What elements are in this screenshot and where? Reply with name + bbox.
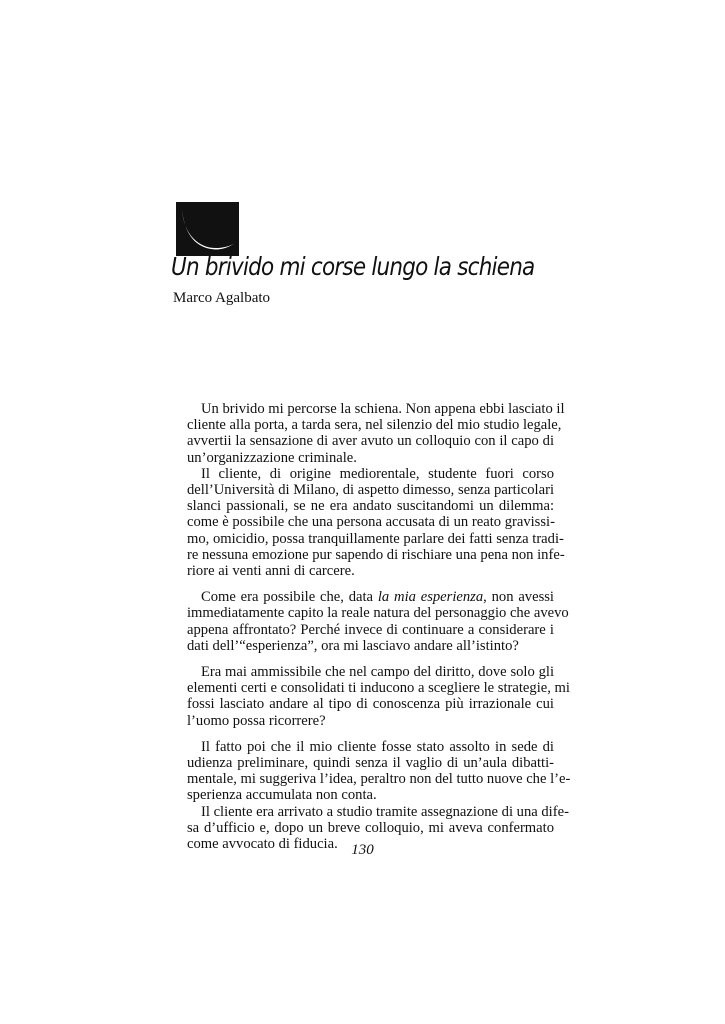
- article-title: Un brivido mi corse lungo la schiena: [171, 252, 535, 281]
- text-line: Il fatto poi che il mio cliente fosse stato assolto in sede di: [201, 738, 554, 755]
- text-line: avvertii la sensazione di aver avuto un colloquio con il capo di: [187, 433, 554, 450]
- paragraph-5: [173, 738, 571, 804]
- text-line: re nessuna emozione pur sapendo di rischiare una pena non infe-: [187, 546, 565, 563]
- text-line: sperienza accumulata non conta.: [187, 787, 377, 804]
- text-line: dati dell’“esperienza”, ora mi lasciavo andare all’istinto?: [187, 637, 519, 654]
- paragraph-4: [173, 664, 570, 729]
- text-line: [173, 589, 554, 605]
- crescent-logo-icon: [176, 202, 239, 256]
- text-line: cliente alla porta, a tarda sera, nel silenzio del mio studio legale,: [187, 417, 562, 434]
- italic-phrase: la mia esperienza: [377, 589, 484, 606]
- paragraph-2: [173, 465, 565, 580]
- article-body: [173, 401, 571, 853]
- text-line: un’organizzazione criminale.: [187, 449, 357, 466]
- paragraph-3: [173, 589, 569, 654]
- article-author: Marco Agalbato: [173, 290, 271, 306]
- text-segment: , non avessi: [483, 589, 554, 606]
- text-line: fossi lasciato andare al tipo di conoscenza più irrazionale cui: [187, 696, 554, 713]
- text-line: come avvocato di fiducia.: [187, 836, 338, 853]
- text-line: slanci passionali, se ne era andato suscitandomi un dilemma:: [187, 498, 554, 515]
- text-line: Il cliente era arrivato a studio tramite assegnazione di una dife-: [201, 803, 569, 820]
- page-number: 130: [351, 842, 374, 858]
- text-line: riore ai venti anni di carcere.: [187, 563, 355, 580]
- text-line: mentale, mi suggeriva l’idea, peraltro non del tutto nuove che l’e-: [187, 771, 571, 788]
- text-line: Era mai ammissibile che nel campo del diritto, dove solo gli: [201, 664, 554, 681]
- text-line: udienza preliminare, quindi senza il vaglio di un’aula dibatti-: [187, 755, 554, 772]
- text-line: dell’Università di Milano, di aspetto dimesso, senza particolari: [187, 482, 554, 499]
- text-line: Il cliente, di origine mediorentale, studente fuori corso: [201, 465, 554, 482]
- text-line: elementi certi e consolidati ti inducono a scegliere le strategie, mi: [187, 680, 570, 697]
- text-line: come è possibile che una persona accusata di un reato gravissi-: [187, 514, 555, 531]
- text-segment: Come era possibile che, data: [201, 589, 378, 606]
- paragraph-1: [173, 401, 565, 466]
- text-line: l’uomo possa ricorrere?: [187, 712, 326, 729]
- text-line: Un brivido mi percorse la schiena. Non appena ebbi lasciato il: [201, 401, 565, 417]
- text-line: sa d’ufficio e, dopo un breve colloquio, mi aveva confermato: [187, 819, 554, 836]
- text-line: mo, omicidio, possa tranquillamente parlare dei fatti senza tradi-: [187, 530, 564, 547]
- text-line: appena affrontato? Perché invece di continuare a considerare i: [187, 621, 554, 638]
- text-line: immediatamente capito la reale natura del personaggio che avevo: [187, 605, 569, 622]
